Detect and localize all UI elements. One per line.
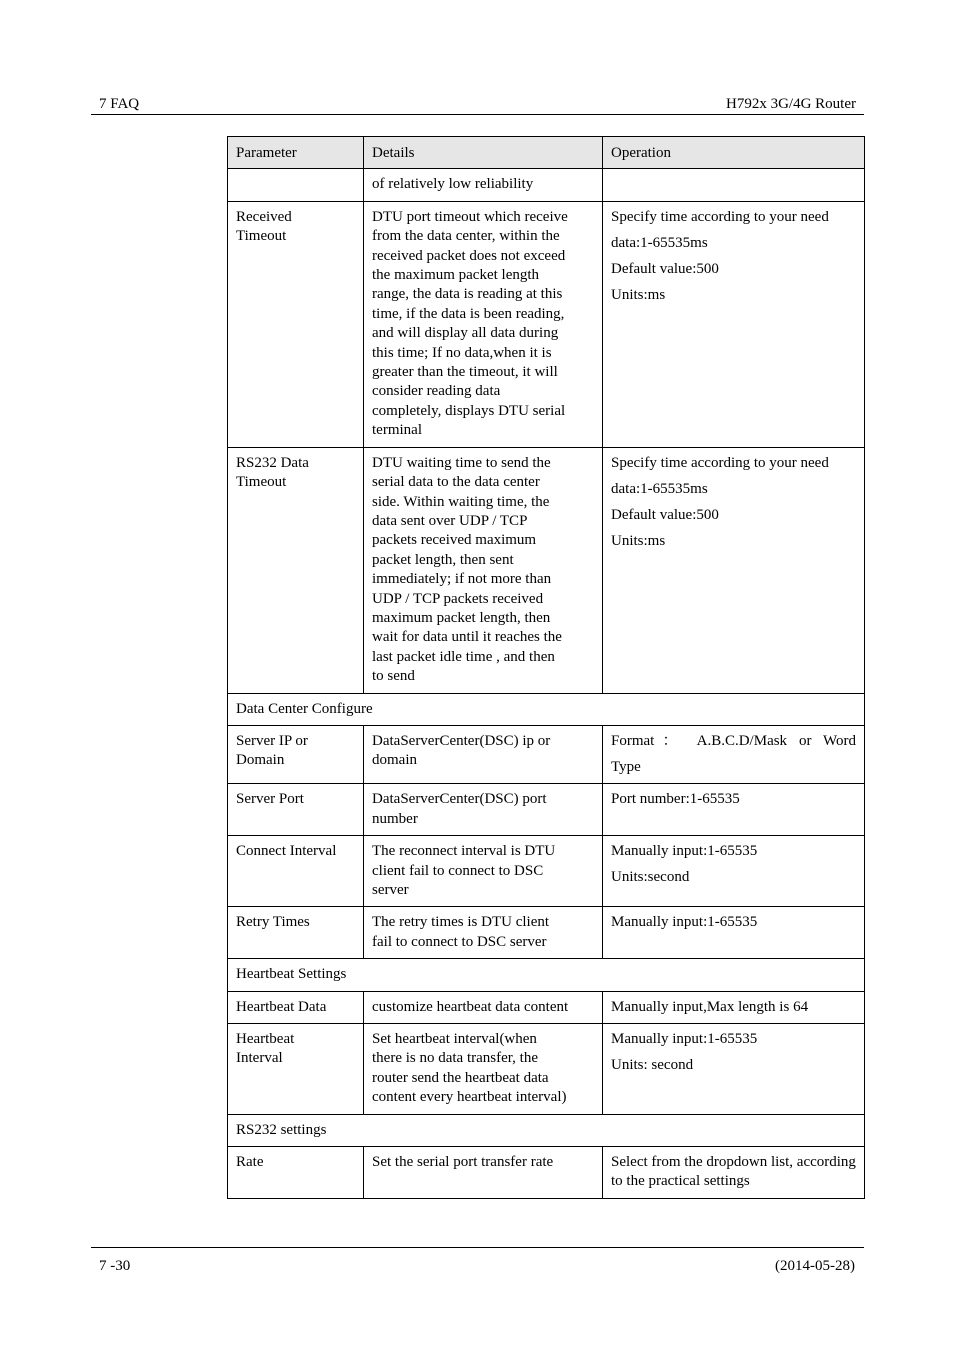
- details-cell: [364, 1147, 603, 1199]
- cell-line: Format： A.B.C.D/Mask or Word: [611, 732, 856, 749]
- table-row: [228, 784, 865, 836]
- table-row: [228, 1147, 865, 1199]
- cell-line: Manually input:1-65535: [611, 914, 758, 931]
- operation-cell: [603, 907, 865, 959]
- details-cell: [364, 725, 603, 783]
- cell-line: Heartbeat Data: [236, 998, 327, 1015]
- operation-cell: [603, 991, 865, 1023]
- cell-line: DTU waiting time to send the: [372, 454, 551, 471]
- parameter-cell: [228, 907, 364, 959]
- cell-line: Type: [611, 758, 641, 775]
- cell-line: client fail to connect to DSC: [372, 862, 544, 879]
- table-cell: [603, 169, 865, 201]
- details-cell: [364, 991, 603, 1023]
- cell-line: UDP / TCP packets received: [372, 590, 544, 607]
- cell-line: Manually input:1-65535: [611, 843, 758, 860]
- cell-line: serial data to the data center: [372, 474, 540, 491]
- parameter-cell: [228, 991, 364, 1023]
- cell-line: range, the data is reading at this: [372, 286, 563, 303]
- table-body: [228, 169, 865, 1198]
- cell-line: RS232 Data: [236, 454, 309, 471]
- cell-line: completely, displays DTU serial: [372, 402, 566, 419]
- cell-line: fail to connect to DSC server: [372, 933, 547, 950]
- cell-line: this time; If no data,when it is: [372, 344, 552, 361]
- cell-line: Set heartbeat interval(when: [372, 1031, 537, 1048]
- parameter-cell: [228, 1147, 364, 1199]
- table-row: [228, 991, 865, 1023]
- operation-cell: [603, 836, 865, 907]
- operation-cell: [603, 784, 865, 836]
- table-row: [228, 907, 865, 959]
- page-number: 7 -30: [99, 1258, 131, 1274]
- continuation-row: [228, 169, 865, 201]
- details-cell: [364, 447, 603, 693]
- section-row: [228, 1114, 865, 1146]
- cell-line: last packet idle time , and then: [372, 648, 555, 665]
- cell-line: consider reading data: [372, 383, 501, 400]
- details-cell: [364, 1024, 603, 1115]
- cell-line: Connect Interval: [236, 843, 337, 860]
- operation-cell: [603, 1024, 865, 1115]
- cell-line: Heartbeat: [236, 1031, 295, 1048]
- parameter-table: [227, 136, 865, 1199]
- cell-line: Retry Times: [236, 914, 310, 931]
- details-cell: [364, 907, 603, 959]
- cell-line: there is no data transfer, the: [372, 1050, 538, 1067]
- cell-line: packets received maximum: [372, 532, 537, 549]
- cell-line: number: [372, 810, 418, 827]
- section-title: RS232 settings: [228, 1114, 865, 1146]
- cell-line: greater than the timeout, it will: [372, 364, 558, 381]
- cell-line: Server IP or: [236, 732, 308, 749]
- table-row: [228, 447, 865, 693]
- cell-line: Units: second: [611, 1057, 694, 1074]
- cell-line: Specify time according to your need: [611, 208, 829, 225]
- cell-line: Manually input,Max length is 64: [611, 998, 809, 1015]
- cell-line: The reconnect interval is DTU: [372, 843, 556, 860]
- cell-line: Manually input:1-65535: [611, 1031, 758, 1048]
- parameter-cell: [228, 836, 364, 907]
- cell-line: terminal: [372, 422, 422, 439]
- cell-line: data:1-65535ms: [611, 234, 708, 251]
- operation-cell: [603, 1147, 865, 1199]
- table-cell: [228, 169, 364, 201]
- operation-cell: [603, 201, 865, 447]
- cell-line: maximum packet length, then: [372, 609, 551, 626]
- cell-line: Default value:500: [611, 506, 719, 523]
- cell-line: Domain: [236, 752, 285, 769]
- cell-line: Specify time according to your need: [611, 454, 829, 471]
- cell-line: Timeout: [236, 228, 287, 245]
- cell-line: Set the serial port transfer rate: [372, 1154, 554, 1171]
- cell-line: data sent over UDP / TCP: [372, 512, 528, 529]
- header-product: H792x 3G/4G Router: [726, 96, 856, 112]
- table-row: [228, 201, 865, 447]
- column-header-details: Details: [364, 137, 603, 169]
- cell-line: Units:second: [611, 869, 690, 886]
- header-chapter: 7 FAQ: [99, 96, 140, 112]
- footer-rule: [91, 1247, 864, 1248]
- cell-line: Units:ms: [611, 286, 666, 303]
- cell-line: server: [372, 882, 409, 898]
- cell-line: Interval: [236, 1050, 283, 1067]
- section-row: [228, 693, 865, 725]
- operation-cell: [603, 725, 865, 783]
- cell-line: router send the heartbeat data: [372, 1069, 549, 1086]
- cell-line: packet length, then sent: [372, 551, 514, 568]
- cell-line: The retry times is DTU client: [372, 914, 550, 931]
- column-header-parameter: Parameter: [228, 137, 364, 169]
- cell-line: Rate: [236, 1154, 264, 1171]
- details-cell: [364, 784, 603, 836]
- cell-line: Select from the dropdown list, according to the practical settings: [611, 1154, 856, 1190]
- table-row: [228, 836, 865, 907]
- section-title: Heartbeat Settings: [228, 959, 865, 991]
- footer-date: (2014-05-28): [775, 1258, 855, 1274]
- cell-line: wait for data until it reaches the: [372, 629, 562, 646]
- cell-line: Timeout: [236, 474, 287, 491]
- cell-line: Port number:1-65535: [611, 791, 740, 808]
- cell-line: customize heartbeat data content: [372, 998, 569, 1015]
- header-rule: [91, 114, 864, 115]
- cell-line: Units:ms: [611, 532, 666, 549]
- cell-line: to send: [372, 668, 415, 685]
- cell-line: Received: [236, 208, 292, 225]
- table-header-row: [228, 137, 865, 169]
- table-cell: of relatively low reliability: [364, 169, 603, 201]
- parameter-cell: [228, 1024, 364, 1115]
- cell-line: from the data center, within the: [372, 228, 560, 245]
- section-title: Data Center Configure: [228, 693, 865, 725]
- cell-line: Default value:500: [611, 260, 719, 277]
- details-cell: [364, 836, 603, 907]
- cell-line: content every heartbeat interval): [372, 1089, 567, 1106]
- column-header-operation: Operation: [603, 137, 865, 169]
- details-cell: [364, 201, 603, 447]
- cell-line: and will display all data during: [372, 325, 559, 342]
- parameter-cell: [228, 784, 364, 836]
- cell-line: DataServerCenter(DSC) port: [372, 791, 547, 808]
- cell-line: domain: [372, 752, 417, 769]
- cell-line: DTU port timeout which receive: [372, 208, 568, 225]
- cell-line: data:1-65535ms: [611, 480, 708, 497]
- parameter-cell: [228, 201, 364, 447]
- cell-line: Server Port: [236, 791, 304, 808]
- cell-line: immediately; if not more than: [372, 571, 552, 588]
- cell-line: received packet does not exceed: [372, 247, 566, 264]
- parameter-cell: [228, 447, 364, 693]
- table-row: [228, 725, 865, 783]
- cell-line: the maximum packet length: [372, 267, 540, 284]
- table-row: [228, 1024, 865, 1115]
- cell-line: side. Within waiting time, the: [372, 493, 550, 510]
- cell-line: time, if the data is been reading,: [372, 305, 565, 322]
- cell-line: DataServerCenter(DSC) ip or: [372, 732, 551, 749]
- parameter-cell: [228, 725, 364, 783]
- operation-cell: [603, 447, 865, 693]
- section-row: [228, 959, 865, 991]
